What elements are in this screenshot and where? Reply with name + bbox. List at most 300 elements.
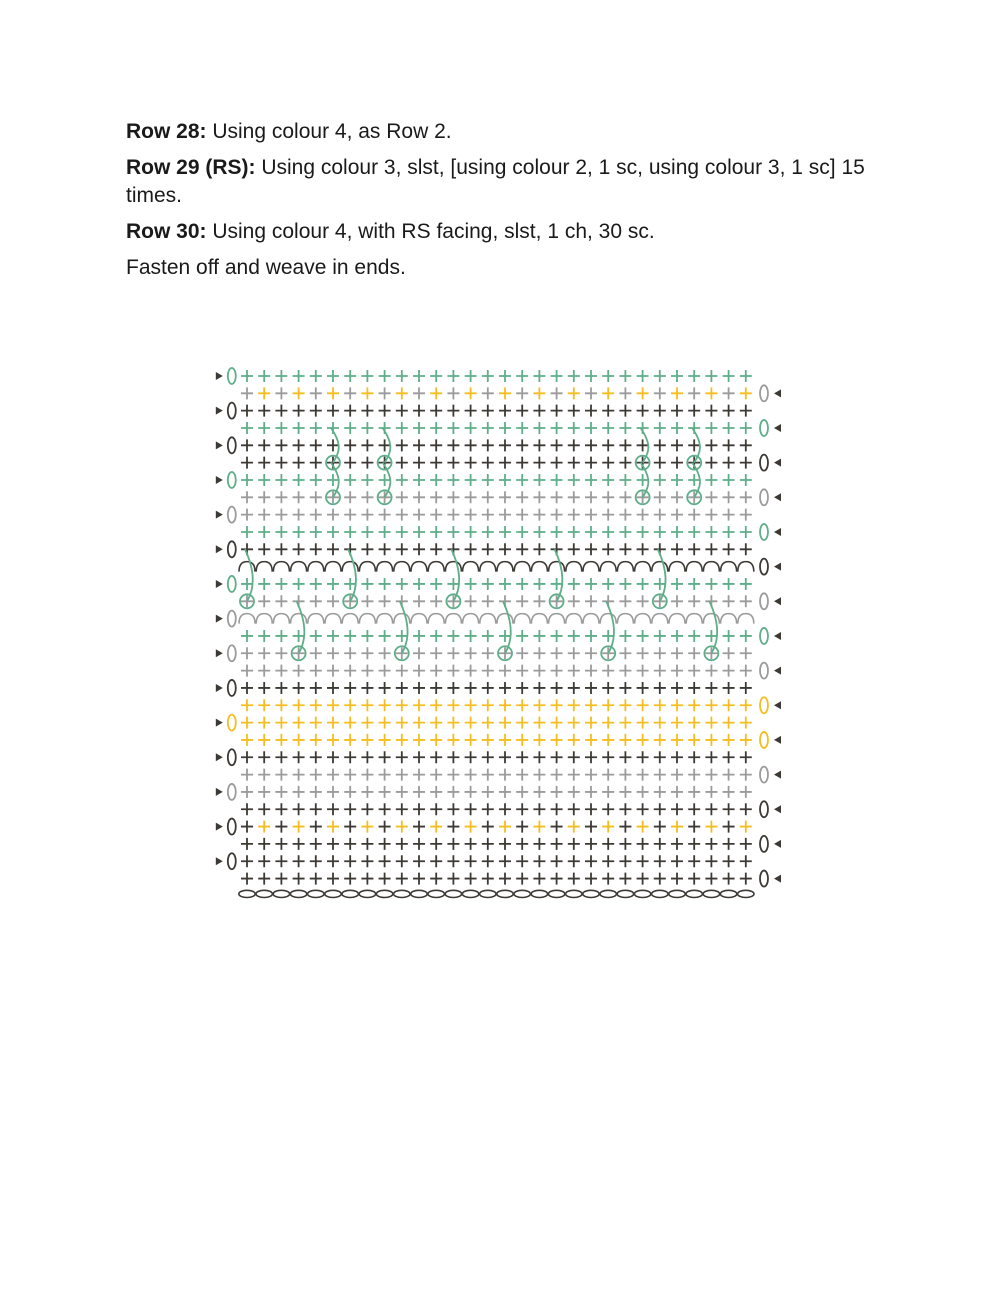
sc-stitch-mark: [310, 405, 322, 417]
sc-stitch-mark: [430, 439, 442, 451]
sc-stitch-mark: [396, 578, 408, 590]
sc-stitch-mark: [637, 751, 649, 763]
sc-stitch-mark: [568, 595, 580, 607]
turning-chain-mark: [760, 455, 768, 471]
sc-stitch-mark: [551, 387, 563, 399]
sc-stitch-mark: [568, 578, 580, 590]
sc-stitch-mark: [585, 873, 597, 885]
sc-stitch-mark: [740, 717, 752, 729]
sc-stitch-mark: [585, 595, 597, 607]
sc-stitch-mark: [447, 630, 459, 642]
sc-stitch-mark: [275, 717, 287, 729]
sc-stitch-mark: [568, 821, 580, 833]
sc-stitch-mark: [654, 630, 666, 642]
sc-stitch-mark: [241, 370, 253, 382]
sc-stitch-mark: [654, 526, 666, 538]
sc-stitch-mark: [654, 457, 666, 469]
sc-stitch-mark: [516, 526, 528, 538]
sc-stitch-mark: [654, 422, 666, 434]
sc-stitch-mark: [740, 457, 752, 469]
sc-stitch-mark: [482, 821, 494, 833]
loop-stitch-mark: [514, 614, 530, 624]
sc-stitch-mark: [705, 422, 717, 434]
sc-stitch-mark: [654, 439, 666, 451]
loop-stitch-mark: [669, 614, 685, 624]
sc-stitch-mark: [740, 682, 752, 694]
sc-stitch-mark: [293, 647, 305, 659]
sc-stitch-mark: [310, 578, 322, 590]
sc-stitch-mark: [619, 699, 631, 711]
sc-stitch-mark: [585, 439, 597, 451]
sc-stitch-mark: [379, 405, 391, 417]
sc-stitch-mark: [293, 491, 305, 503]
sc-stitch-mark: [499, 717, 511, 729]
sc-stitch-mark: [275, 665, 287, 677]
sc-stitch-mark: [568, 439, 580, 451]
sc-stitch-mark: [379, 838, 391, 850]
sc-stitch-mark: [619, 387, 631, 399]
sc-stitch-mark: [413, 682, 425, 694]
sc-stitch-mark: [723, 595, 735, 607]
sc-stitch-mark: [499, 855, 511, 867]
turning-chain-mark: [228, 437, 236, 453]
sc-stitch-mark: [310, 370, 322, 382]
sc-stitch-mark: [533, 474, 545, 486]
turning-chain-mark: [228, 645, 236, 661]
sc-stitch-mark: [654, 855, 666, 867]
sc-stitch-mark: [740, 474, 752, 486]
sc-stitch-mark: [671, 699, 683, 711]
sc-stitch-mark: [258, 370, 270, 382]
sc-stitch-mark: [533, 717, 545, 729]
sc-stitch-mark: [585, 526, 597, 538]
sc-stitch-mark: [447, 769, 459, 781]
sc-stitch-mark: [241, 474, 253, 486]
sc-stitch-mark: [516, 786, 528, 798]
turning-chain-mark: [760, 489, 768, 505]
sc-stitch-mark: [344, 699, 356, 711]
sc-stitch-mark: [740, 786, 752, 798]
sc-stitch-mark: [344, 855, 356, 867]
sc-stitch-mark: [637, 526, 649, 538]
sc-stitch-mark: [413, 873, 425, 885]
foundation-chain-mark: [325, 890, 341, 897]
row-direction-arrow: [774, 528, 781, 536]
turning-chain-mark: [760, 767, 768, 783]
sc-stitch-mark: [258, 474, 270, 486]
foundation-chain-mark: [359, 890, 375, 897]
sc-stitch-mark: [551, 734, 563, 746]
sc-stitch-mark: [430, 474, 442, 486]
sc-stitch-mark: [688, 769, 700, 781]
sc-stitch-mark: [465, 630, 477, 642]
sc-stitch-mark: [327, 405, 339, 417]
sc-stitch-mark: [516, 682, 528, 694]
sc-stitch-mark: [275, 439, 287, 451]
sc-stitch-mark: [241, 647, 253, 659]
row-direction-arrow: [216, 719, 223, 727]
sc-stitch-mark: [654, 682, 666, 694]
sc-stitch-mark: [430, 821, 442, 833]
sc-stitch-mark: [379, 769, 391, 781]
sc-stitch-mark: [447, 786, 459, 798]
sc-stitch-mark: [310, 439, 322, 451]
sc-stitch-mark: [241, 873, 253, 885]
sc-stitch-mark: [241, 509, 253, 521]
loop-stitch-mark: [377, 614, 393, 624]
sc-stitch-mark: [619, 509, 631, 521]
row-text: Fasten off and weave in ends.: [126, 256, 406, 279]
sc-stitch-mark: [740, 595, 752, 607]
loop-stitch-mark: [325, 562, 341, 572]
row-text: Using colour 3, slst, [using colour 2, 1 sc, using colour 3, 1 sc] 15 times.: [126, 156, 865, 207]
sc-stitch-mark: [705, 526, 717, 538]
sc-stitch-mark: [533, 370, 545, 382]
sc-stitch-mark: [516, 717, 528, 729]
sc-stitch-mark: [688, 370, 700, 382]
sc-stitch-mark: [499, 509, 511, 521]
sc-stitch-mark: [396, 855, 408, 867]
sc-stitch-mark: [275, 855, 287, 867]
sc-stitch-mark: [447, 526, 459, 538]
sc-stitch-mark: [327, 665, 339, 677]
sc-stitch-mark: [551, 474, 563, 486]
sc-stitch-mark: [516, 751, 528, 763]
sc-stitch-mark: [516, 855, 528, 867]
sc-stitch-mark: [688, 578, 700, 590]
sc-stitch-mark: [258, 422, 270, 434]
turning-chain-mark: [228, 576, 236, 592]
sc-stitch-mark: [430, 838, 442, 850]
sc-stitch-mark: [671, 665, 683, 677]
loop-stitch-mark: [600, 562, 616, 572]
sc-stitch-mark: [465, 682, 477, 694]
sc-stitch-mark: [688, 699, 700, 711]
row-direction-arrow: [774, 840, 781, 848]
sc-stitch-mark: [327, 543, 339, 555]
sc-stitch-mark: [241, 699, 253, 711]
sc-stitch-mark: [241, 734, 253, 746]
sc-stitch-mark: [637, 405, 649, 417]
sc-stitch-mark: [602, 786, 614, 798]
sc-stitch-mark: [568, 855, 580, 867]
sc-stitch-mark: [465, 734, 477, 746]
sc-stitch-mark: [499, 682, 511, 694]
foundation-chain-mark: [583, 890, 599, 897]
sc-stitch-mark: [499, 370, 511, 382]
turning-chain-mark: [760, 420, 768, 436]
sc-stitch-mark: [293, 526, 305, 538]
sc-stitch-mark: [705, 578, 717, 590]
sc-stitch-mark: [516, 734, 528, 746]
sc-stitch-mark: [327, 682, 339, 694]
loop-stitch-mark: [531, 562, 547, 572]
sc-stitch-mark: [275, 405, 287, 417]
sc-stitch-mark: [275, 387, 287, 399]
sc-stitch-mark: [258, 630, 270, 642]
sc-stitch-mark: [344, 873, 356, 885]
sc-stitch-mark: [447, 491, 459, 503]
sc-stitch-mark: [602, 665, 614, 677]
sc-stitch-mark: [344, 751, 356, 763]
sc-stitch-mark: [533, 405, 545, 417]
row-direction-arrow: [216, 545, 223, 553]
sc-stitch-mark: [585, 821, 597, 833]
sc-stitch-mark: [723, 717, 735, 729]
loop-stitch-mark: [480, 614, 496, 624]
row-direction-arrow: [774, 736, 781, 744]
sc-stitch-mark: [396, 769, 408, 781]
sc-stitch-mark: [241, 838, 253, 850]
sc-stitch-mark: [568, 630, 580, 642]
row-direction-arrow: [774, 667, 781, 675]
sc-stitch-mark: [396, 457, 408, 469]
sc-stitch-mark: [465, 751, 477, 763]
sc-stitch-mark: [654, 803, 666, 815]
sc-stitch-mark: [396, 509, 408, 521]
sc-stitch-mark: [379, 509, 391, 521]
sc-stitch-mark: [396, 734, 408, 746]
loop-stitch-mark: [463, 614, 479, 624]
sc-stitch-mark: [551, 717, 563, 729]
sc-stitch-mark: [293, 405, 305, 417]
sc-stitch-mark: [310, 734, 322, 746]
sc-stitch-mark: [430, 717, 442, 729]
sc-stitch-mark: [533, 439, 545, 451]
sc-stitch-mark: [447, 717, 459, 729]
sc-stitch-mark: [671, 387, 683, 399]
sc-stitch-mark: [619, 821, 631, 833]
sc-stitch-mark: [740, 699, 752, 711]
sc-stitch-mark: [430, 699, 442, 711]
sc-stitch-mark: [258, 405, 270, 417]
sc-stitch-mark: [275, 491, 287, 503]
foundation-chain-mark: [308, 890, 324, 897]
sc-stitch-mark: [465, 439, 477, 451]
loop-stitch-mark: [549, 614, 565, 624]
sc-stitch-mark: [293, 873, 305, 885]
sc-stitch-mark: [482, 422, 494, 434]
sc-stitch-mark: [637, 491, 649, 503]
sc-stitch-mark: [293, 474, 305, 486]
loop-stitch-mark: [583, 614, 599, 624]
sc-stitch-mark: [241, 751, 253, 763]
sc-stitch-mark: [723, 682, 735, 694]
sc-stitch-mark: [241, 526, 253, 538]
loop-stitch-mark: [514, 562, 530, 572]
sc-stitch-mark: [482, 578, 494, 590]
sc-stitch-mark: [499, 422, 511, 434]
sc-stitch-mark: [516, 405, 528, 417]
sc-stitch-mark: [723, 803, 735, 815]
sc-stitch-mark: [447, 838, 459, 850]
sc-stitch-mark: [327, 734, 339, 746]
foundation-chain-mark: [462, 890, 478, 897]
sc-stitch-mark: [568, 647, 580, 659]
sc-stitch-mark: [619, 873, 631, 885]
sc-stitch-mark: [293, 370, 305, 382]
sc-stitch-mark: [327, 786, 339, 798]
sc-stitch-mark: [396, 838, 408, 850]
sc-stitch-mark: [482, 439, 494, 451]
row-direction-arrow: [216, 615, 223, 623]
turning-chain-mark: [228, 507, 236, 523]
sc-stitch-mark: [275, 457, 287, 469]
sc-stitch-mark: [258, 855, 270, 867]
sc-stitch-mark: [310, 630, 322, 642]
sc-stitch-mark: [602, 405, 614, 417]
sc-stitch-mark: [516, 821, 528, 833]
row-direction-arrow: [216, 684, 223, 692]
sc-stitch-mark: [482, 682, 494, 694]
turning-chain-mark: [228, 403, 236, 419]
sc-stitch-mark: [585, 751, 597, 763]
sc-stitch-mark: [637, 821, 649, 833]
sc-stitch-mark: [568, 422, 580, 434]
sc-stitch-mark: [551, 682, 563, 694]
sc-stitch-mark: [379, 734, 391, 746]
sc-stitch-mark: [619, 578, 631, 590]
sc-stitch-mark: [688, 717, 700, 729]
sc-stitch-mark: [705, 665, 717, 677]
sc-stitch-mark: [258, 526, 270, 538]
sc-stitch-mark: [275, 526, 287, 538]
loop-stitch-mark: [377, 562, 393, 572]
sc-stitch-mark: [637, 387, 649, 399]
sc-stitch-mark: [671, 370, 683, 382]
sc-stitch-mark: [533, 855, 545, 867]
sc-stitch-mark: [482, 873, 494, 885]
sc-stitch-mark: [533, 491, 545, 503]
sc-stitch-mark: [723, 769, 735, 781]
sc-stitch-mark: [602, 387, 614, 399]
sc-stitch-mark: [671, 595, 683, 607]
sc-stitch-mark: [361, 647, 373, 659]
sc-stitch-mark: [379, 873, 391, 885]
loop-stitch-mark: [394, 562, 410, 572]
sc-stitch-mark: [241, 682, 253, 694]
sc-stitch-mark: [740, 873, 752, 885]
sc-stitch-mark: [482, 370, 494, 382]
sc-stitch-mark: [241, 491, 253, 503]
loop-stitch-mark: [273, 614, 289, 624]
sc-stitch-mark: [533, 578, 545, 590]
sc-stitch-mark: [482, 699, 494, 711]
turning-chain-mark: [228, 680, 236, 696]
turning-chain-mark: [228, 784, 236, 800]
sc-stitch-mark: [533, 457, 545, 469]
sc-stitch-mark: [671, 769, 683, 781]
sc-stitch-mark: [396, 474, 408, 486]
sc-stitch-mark: [310, 474, 322, 486]
sc-stitch-mark: [499, 526, 511, 538]
row-direction-arrow: [774, 563, 781, 571]
sc-stitch-mark: [585, 699, 597, 711]
sc-stitch-mark: [516, 838, 528, 850]
sc-stitch-mark: [430, 751, 442, 763]
sc-stitch-mark: [533, 734, 545, 746]
sc-stitch-mark: [361, 543, 373, 555]
sc-stitch-mark: [465, 387, 477, 399]
sc-stitch-mark: [740, 769, 752, 781]
sc-stitch-mark: [705, 873, 717, 885]
foundation-chain-mark: [566, 890, 582, 897]
sc-stitch-mark: [258, 543, 270, 555]
sc-stitch-mark: [671, 457, 683, 469]
sc-stitch-mark: [241, 387, 253, 399]
sc-stitch-mark: [482, 595, 494, 607]
sc-stitch-mark: [344, 405, 356, 417]
sc-stitch-mark: [654, 821, 666, 833]
sc-stitch-mark: [516, 422, 528, 434]
sc-stitch-mark: [344, 509, 356, 521]
row-direction-arrow: [216, 441, 223, 449]
sc-stitch-mark: [275, 786, 287, 798]
sc-stitch-mark: [671, 526, 683, 538]
row-direction-arrow: [216, 788, 223, 796]
sc-stitch-mark: [551, 751, 563, 763]
sc-stitch-mark: [482, 786, 494, 798]
sc-stitch-mark: [637, 769, 649, 781]
sc-stitch-mark: [275, 682, 287, 694]
sc-stitch-mark: [482, 526, 494, 538]
sc-stitch-mark: [568, 803, 580, 815]
sc-stitch-mark: [671, 509, 683, 521]
sc-stitch-mark: [602, 699, 614, 711]
sc-stitch-mark: [310, 526, 322, 538]
sc-stitch-mark: [327, 873, 339, 885]
sc-stitch-mark: [344, 717, 356, 729]
sc-stitch-mark: [293, 509, 305, 521]
sc-stitch-mark: [465, 526, 477, 538]
instruction-finish: [126, 254, 886, 282]
sc-stitch-mark: [413, 578, 425, 590]
sc-stitch-mark: [430, 422, 442, 434]
sc-stitch-mark: [688, 751, 700, 763]
loop-stitch-mark: [411, 562, 427, 572]
sc-stitch-mark: [585, 786, 597, 798]
row-direction-arrow: [216, 753, 223, 761]
sc-stitch-mark: [396, 682, 408, 694]
sc-stitch-mark: [447, 665, 459, 677]
sc-stitch-mark: [705, 543, 717, 555]
sc-stitch-mark: [585, 491, 597, 503]
sc-stitch-mark: [499, 439, 511, 451]
sc-stitch-mark: [310, 682, 322, 694]
sc-stitch-mark: [705, 682, 717, 694]
sc-stitch-mark: [688, 855, 700, 867]
sc-stitch-mark: [551, 595, 563, 607]
sc-stitch-mark: [344, 491, 356, 503]
loop-stitch-mark: [411, 614, 427, 624]
sc-stitch-mark: [413, 630, 425, 642]
loop-stitch-mark: [652, 614, 668, 624]
sc-stitch-mark: [361, 665, 373, 677]
sc-stitch-mark: [671, 439, 683, 451]
sc-stitch-mark: [619, 543, 631, 555]
sc-stitch-mark: [361, 751, 373, 763]
sc-stitch-mark: [619, 439, 631, 451]
sc-stitch-mark: [413, 405, 425, 417]
sc-stitch-mark: [482, 474, 494, 486]
loop-stitch-mark: [308, 562, 324, 572]
sc-stitch-mark: [585, 838, 597, 850]
sc-stitch-mark: [516, 578, 528, 590]
sc-stitch-mark: [499, 457, 511, 469]
sc-stitch-mark: [654, 665, 666, 677]
loop-stitch-mark: [428, 614, 444, 624]
sc-stitch-mark: [619, 595, 631, 607]
